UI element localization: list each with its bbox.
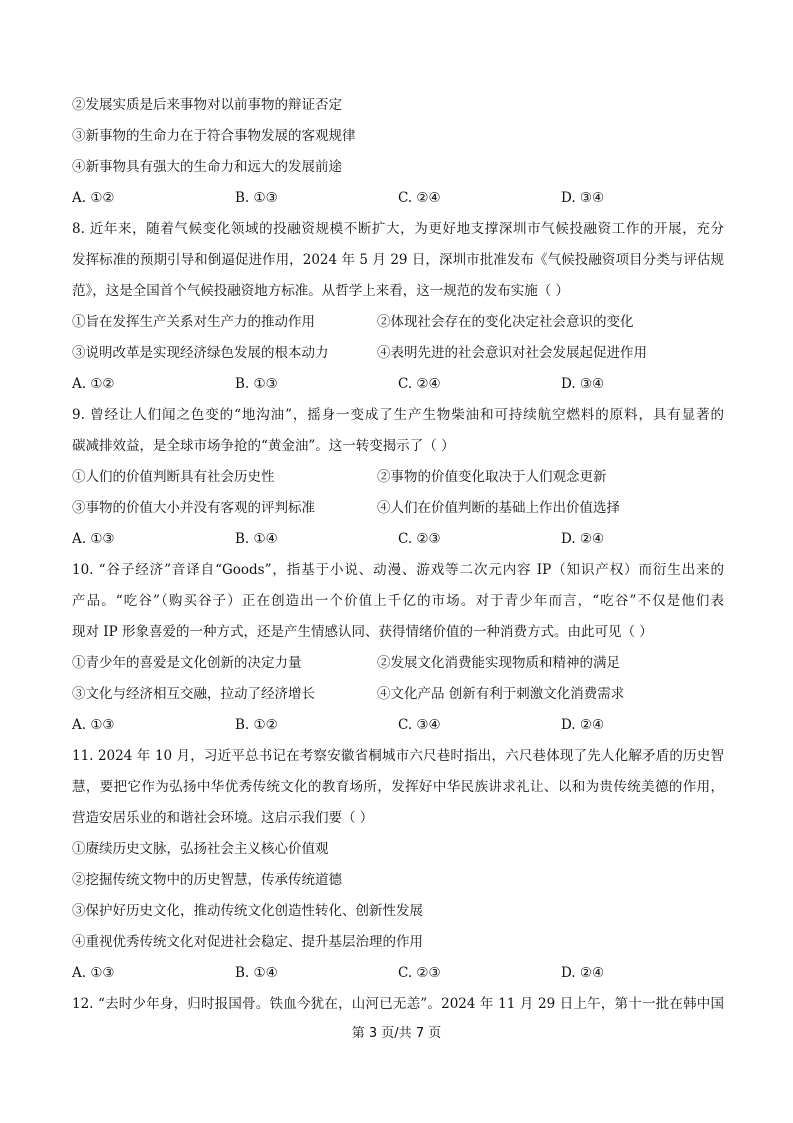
q8-option-c: C. ②④ [398, 376, 441, 392]
q11-statement-1: ①赓续历史文脉，弘扬社会主义核心价值观 [72, 841, 329, 857]
q9-statements-row-1 [72, 462, 724, 493]
q10-option-a: A. ①③ [72, 717, 115, 733]
q10-stem-line-3: 现对 IP 形象喜爱的一种方式，还是产生情感认同、获得情绪价值的一种消费方式。由此可见（ ） [72, 624, 653, 640]
q11-stem-line-2: 慧，要把它作为弘扬中华优秀传统文化的教育场所，发挥好中华民族讲求礼让、以和为贵传统美德的作用， [72, 779, 724, 795]
q8-option-d: D. ③④ [561, 376, 605, 392]
document-page [72, 90, 724, 1020]
q11-statement-3: ③保护好历史文化，推动传统文化创造性转化、创新性发展 [72, 903, 423, 919]
q10-statement-4: ④文化产品 创新有利于刺激文化消费需求 [377, 686, 625, 702]
page-footer: 第 3 页/共 7 页 [351, 1026, 442, 1041]
q8-statement-4: ④表明先进的社会意识对社会发展起促进作用 [377, 345, 647, 361]
q7-options [72, 183, 724, 214]
q8-statements-row-1 [72, 307, 724, 338]
q10-option-c: C. ③④ [398, 717, 441, 733]
q11-statement-4: ④重视优秀传统文化对促进社会稳定、提升基层治理的作用 [72, 934, 423, 950]
q11-stem-line-3: 营造安居乐业的和谐社会环境。这启示我们要（ ） [72, 810, 374, 826]
q9-statement-3: ③事物的价值大小并没有客观的评判标准 [72, 500, 315, 516]
q10-statement-2: ②发展文化消费能实现物质和精神的满足 [377, 655, 620, 671]
q7-option-d: D. ③④ [561, 190, 605, 206]
q9-statement-1: ①人们的价值判断具有社会历史性 [72, 469, 275, 485]
q10-stem-line-2: 产品。“吃谷”（购买谷子）正在创造出一个价值上千亿的市场。对于青少年而言，“吃谷”不仅是他们表 [72, 593, 724, 609]
q11-statement-2: ②挖掘传统文物中的历史智慧，传承传统道德 [72, 872, 342, 888]
q9-option-d: D. ②④ [561, 531, 605, 547]
q8-statement-2: ②体现社会存在的变化决定社会意识的变化 [377, 314, 634, 330]
q9-options [72, 524, 724, 555]
q7-option-a: A. ①② [72, 190, 115, 206]
q10-statements-row-2 [72, 679, 724, 710]
q11-option-b: B. ①④ [235, 965, 278, 981]
q10-statements-row-1 [72, 648, 724, 679]
q8-statement-3: ③说明改革是实现经济绿色发展的根本动力 [72, 345, 329, 361]
q7-option-b: B. ①③ [235, 190, 278, 206]
q7-statement-3: ③新事物的生命力在于符合事物发展的客观规律 [72, 128, 356, 144]
q11-option-d: D. ②④ [561, 965, 605, 981]
q9-statement-2: ②事物的价值变化取决于人们观念更新 [377, 469, 607, 485]
q8-stem-line-1: 8. 近年来，随着气候变化领域的投融资规模不断扩大，为更好地支撑深圳市气候投融资工作的开展，充分 [72, 221, 724, 237]
q11-options [72, 958, 724, 989]
q11-option-c: C. ②③ [398, 965, 441, 981]
q10-stem-line-1: 10. “谷子经济”音译自“Goods”，指基于小说、动漫、游戏等二次元内容 IP（知识产权）而衍生出来的 [72, 562, 724, 578]
q10-option-d: D. ②④ [561, 717, 605, 733]
q8-option-b: B. ①③ [235, 376, 278, 392]
q9-statement-4: ④人们在价值判断的基础上作出价值选择 [377, 500, 620, 516]
q9-option-a: A. ①③ [72, 531, 115, 547]
q10-statement-3: ③文化与经济相互交融，拉动了经济增长 [72, 686, 315, 702]
q10-option-b: B. ①② [235, 717, 278, 733]
q7-statement-2: ②发展实质是后来事物对以前事物的辩证否定 [72, 97, 342, 113]
q8-options [72, 369, 724, 400]
q8-statement-1: ①旨在发挥生产关系对生产力的推动作用 [72, 314, 315, 330]
q8-stem-line-3: 范》，这是全国首个气候投融资地方标准。从哲学上来看，这一规范的发布实施（ ） [72, 283, 570, 299]
q7-option-c: C. ②④ [398, 190, 441, 206]
q8-statements-row-2 [72, 338, 724, 369]
q10-options [72, 710, 724, 741]
q9-stem-line-2: 碳减排效益，是全球市场争抢的“黄金油”。这一转变揭示了（ ） [72, 438, 455, 454]
q9-stem-line-1: 9. 曾经让人们闻之色变的“地沟油”，摇身一变成了生产生物柴油和可持续航空燃料的原料，具有显著的 [72, 407, 724, 423]
q9-statements-row-2 [72, 493, 724, 524]
q9-option-c: C. ②③ [398, 531, 441, 547]
q8-option-a: A. ①② [72, 376, 115, 392]
q7-statement-4: ④新事物具有强大的生命力和远大的发展前途 [72, 159, 342, 175]
q10-statement-1: ①青少年的喜爱是文化创新的决定力量 [72, 655, 302, 671]
q8-stem-line-2: 发挥标准的预期引导和倒逼促进作用，2024 年 5 月 29 日，深圳市批准发布《气候投融资项目分类与评估规 [72, 252, 724, 268]
q12-stem-line-1: 12. “去时少年身，归时报国骨。铁血今犹在，山河已无恙”。2024 年 11 月 29 日上午，第十一批在韩中国 [72, 996, 724, 1012]
q11-option-a: A. ①③ [72, 965, 115, 981]
q9-option-b: B. ①④ [235, 531, 278, 547]
q11-stem-line-1: 11. 2024 年 10 月，习近平总书记在考察安徽省桐城市六尺巷时指出，六尺巷体现了先人化解矛盾的历史智 [72, 748, 724, 764]
